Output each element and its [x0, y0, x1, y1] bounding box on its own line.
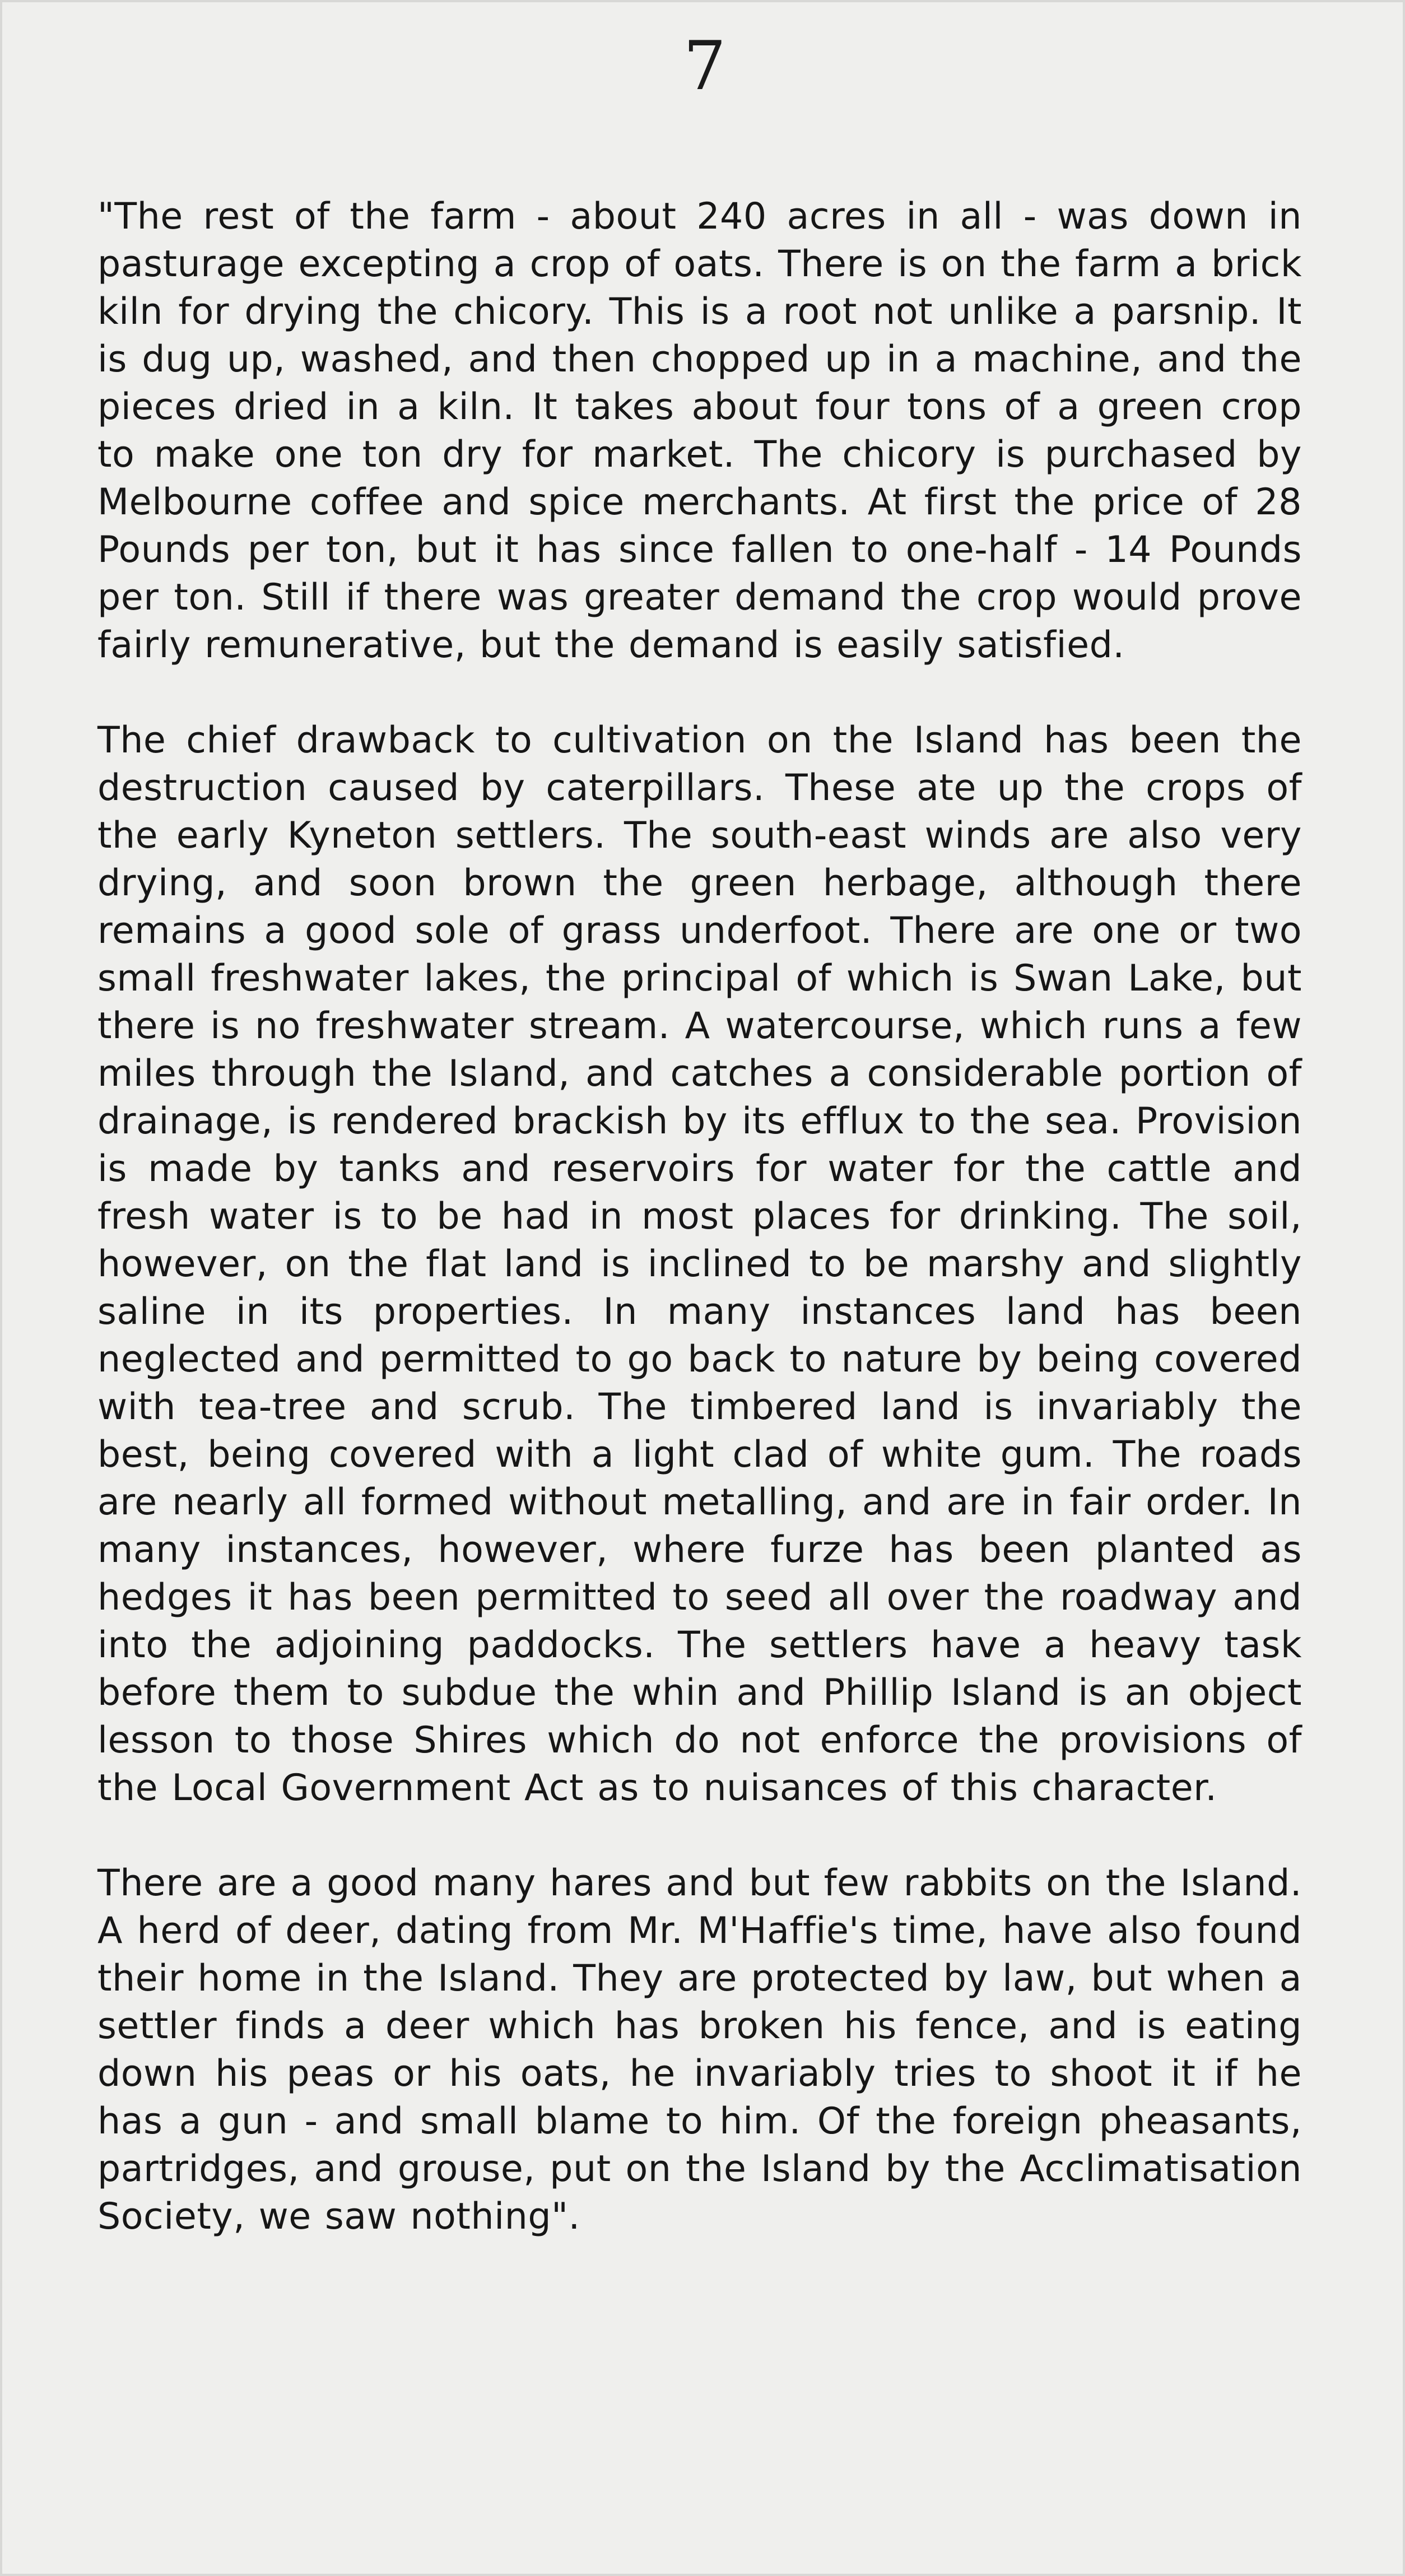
body-text: [97, 193, 1302, 2288]
paragraph-wildlife: There are a good many hares and but few rabbits on the Island. A herd of deer, dating from Mr. M'Haffie's time, have also found their home in the Island. They are protected by law, but when a settler finds a deer which has broken his fence, and is eating down his peas or his oats, he invariably tries to shoot it if he has a gun - and small blame to him. Of the foreign pheasants, partridges, and grouse, put on the Island by the Acclimatisation Society, we saw nothing".: [97, 1862, 1302, 2238]
paragraph-farm: "The rest of the farm - about 240 acres in all - was down in pasturage excepting a crop of oats. There is on the farm a brick kiln for drying the chicory. This is a root not unlike a parsnip. It is dug up, washed, and then chopped up in a machine, and the pieces dried in a kiln. It takes about four tons of a green crop to make one ton dry for market. The chicory is purchased by Melbourne coffee and spice merchants. At first the price of 28 Pounds per ton, but it has since fallen to one-half - 14 Pounds per ton. Still if there was greater demand the crop would prove fairly remunerative, but the demand is easily satisfied.: [97, 196, 1302, 666]
paragraph-cultivation: The chief drawback to cultivation on the Island has been the destruction caused by caterpillars. These ate up the crops of the early Kyneton settlers. The south-east winds are also very drying, and soon brown the green herbage, although there remains a good sole of grass underfoot. There are one or two small freshwater lakes, the principal of which is Swan Lake, but there is no freshwater stream. A watercourse, which runs a few miles through the Island, and catches a considerable portion of drainage, is rendered brackish by its efflux to the sea. Provision is made by tanks and reservoirs for water for the cattle and fresh water is to be had in most places for drinking. The soil, however, on the flat land is inclined to be marshy and slightly saline in its properties. In many instances land has been neglected and permitted to go back to nature by being covered with tea-tree and scrub. The timbered land is invariably the best, being covered with a light clad of white gum. The roads are nearly all formed without metalling, and are in fair order. In many instances, however, where furze has been planted as hedges it has been permitted to seed all over the roadway and into the adjoining paddocks. The settlers have a heavy task before them to subdue the whin and Phillip Island is an object lesson to those Shires which do not enforce the provisions of the Local Government Act as to nuisances of this character.: [97, 719, 1302, 1809]
page-number: 7: [683, 27, 727, 105]
